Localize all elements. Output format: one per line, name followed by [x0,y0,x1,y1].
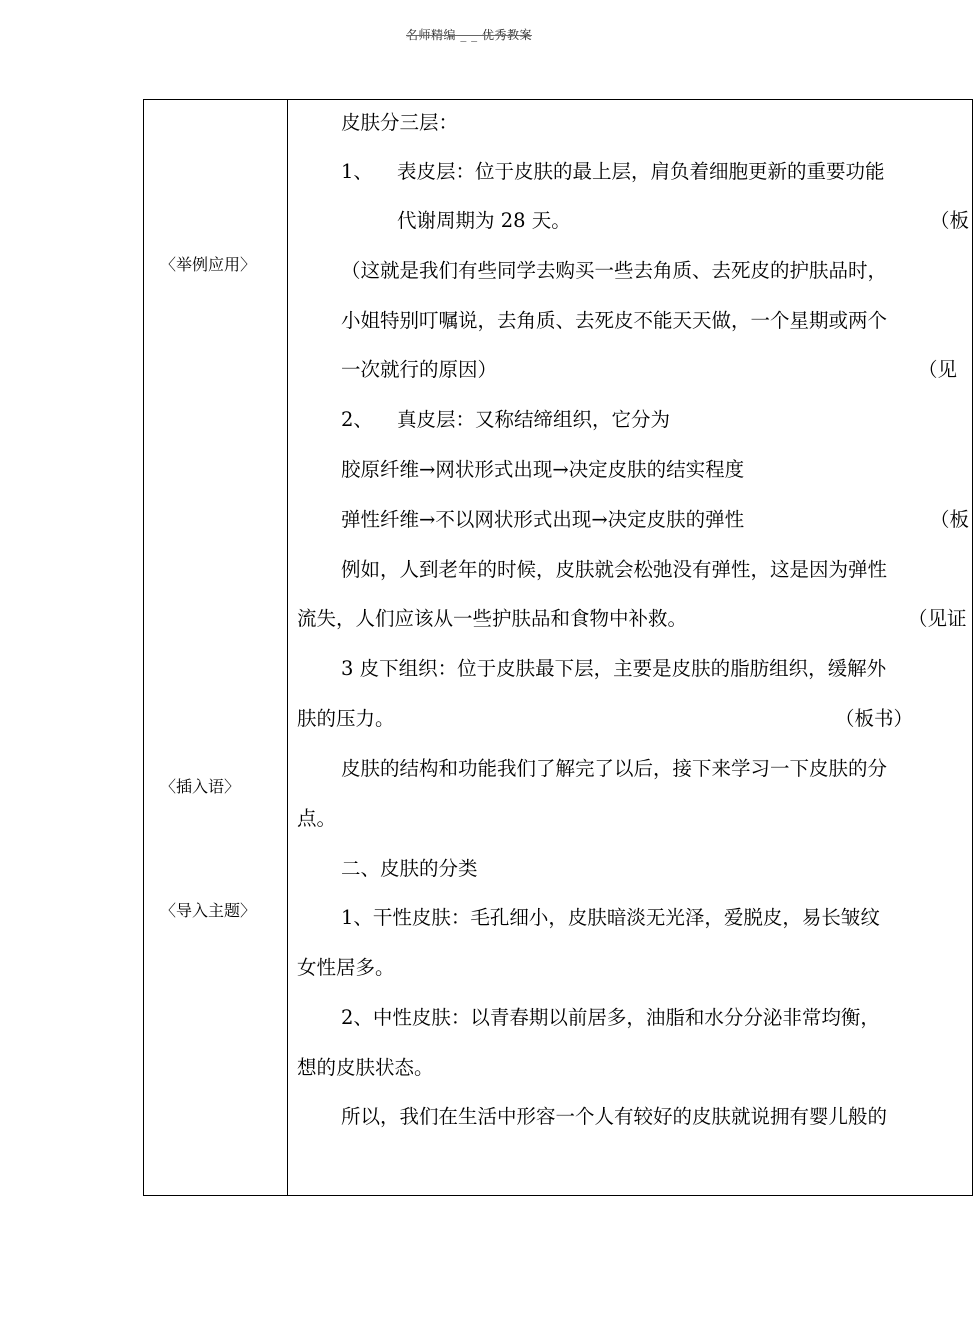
text-line: 女性居多。 [297,956,395,979]
note-example-application: 〈举例应用〉 [160,255,257,274]
annotation: （板书） [835,707,914,730]
text-line: 皮肤的结构和功能我们了解完了以后，接下来学习一下皮肤的分 [341,757,888,780]
text-line: 3 皮下组织：位于皮肤最下层，主要是皮肤的脂肪组织，缓解外 [341,657,887,680]
list-number: 2、 [341,408,373,431]
annotation: （见 [918,358,958,381]
text-line: 1、干性皮肤：毛孔细小，皮肤暗淡无光泽，爱脱皮，易长皱纹 [341,906,880,929]
text-line: 肤的压力。 [297,707,395,730]
section-heading: 二、皮肤的分类 [341,857,478,880]
text-line: 代谢周期为 28 天。 [397,209,571,232]
text-line: 例如，人到老年的时候，皮肤就会松弛没有弹性，这是因为弹性 [341,558,888,581]
text-line: 表皮层：位于皮肤的最上层，肩负着细胞更新的重要功能 [397,160,885,183]
annotation: （板 [930,508,970,531]
list-number: 1、 [341,160,373,183]
text-line: 想的皮肤状态。 [297,1056,434,1079]
text-line: 胶原纤维→网状形式出现→决定皮肤的结实程度 [341,458,745,481]
text-line: 所以，我们在生活中形容一个人有较好的皮肤就说拥有婴儿般的 [341,1105,888,1128]
text-line: 弹性纤维→不以网状形式出现→决定皮肤的弹性 [341,508,745,531]
text-line: 2、中性皮肤：以青春期以前居多，油脂和水分分泌非常均衡， [341,1006,880,1029]
text-line: （这就是我们有些同学去购买一些去角质、去死皮的护肤品时， [341,259,888,282]
text-line: 真皮层：又称结缔组织，它分为 [397,408,671,431]
annotation: （板 [930,209,970,232]
page-header: 名师精编 _ _ 优秀教案 [406,28,532,42]
note-introduce-topic: 〈导入主题〉 [160,901,257,920]
text-line: 皮肤分三层： [341,111,459,134]
annotation: （见证 [908,607,967,630]
text-line: 点。 [297,807,337,830]
column-divider [287,99,288,1196]
text-line: 流失，人们应该从一些护肤品和食物中补救。 [297,607,688,630]
note-insertion: 〈插入语〉 [160,777,241,796]
text-line: 一次就行的原因） [341,358,498,381]
text-line: 小姐特别叮嘱说，去角质、去死皮不能天天做，一个星期或两个 [341,309,888,332]
